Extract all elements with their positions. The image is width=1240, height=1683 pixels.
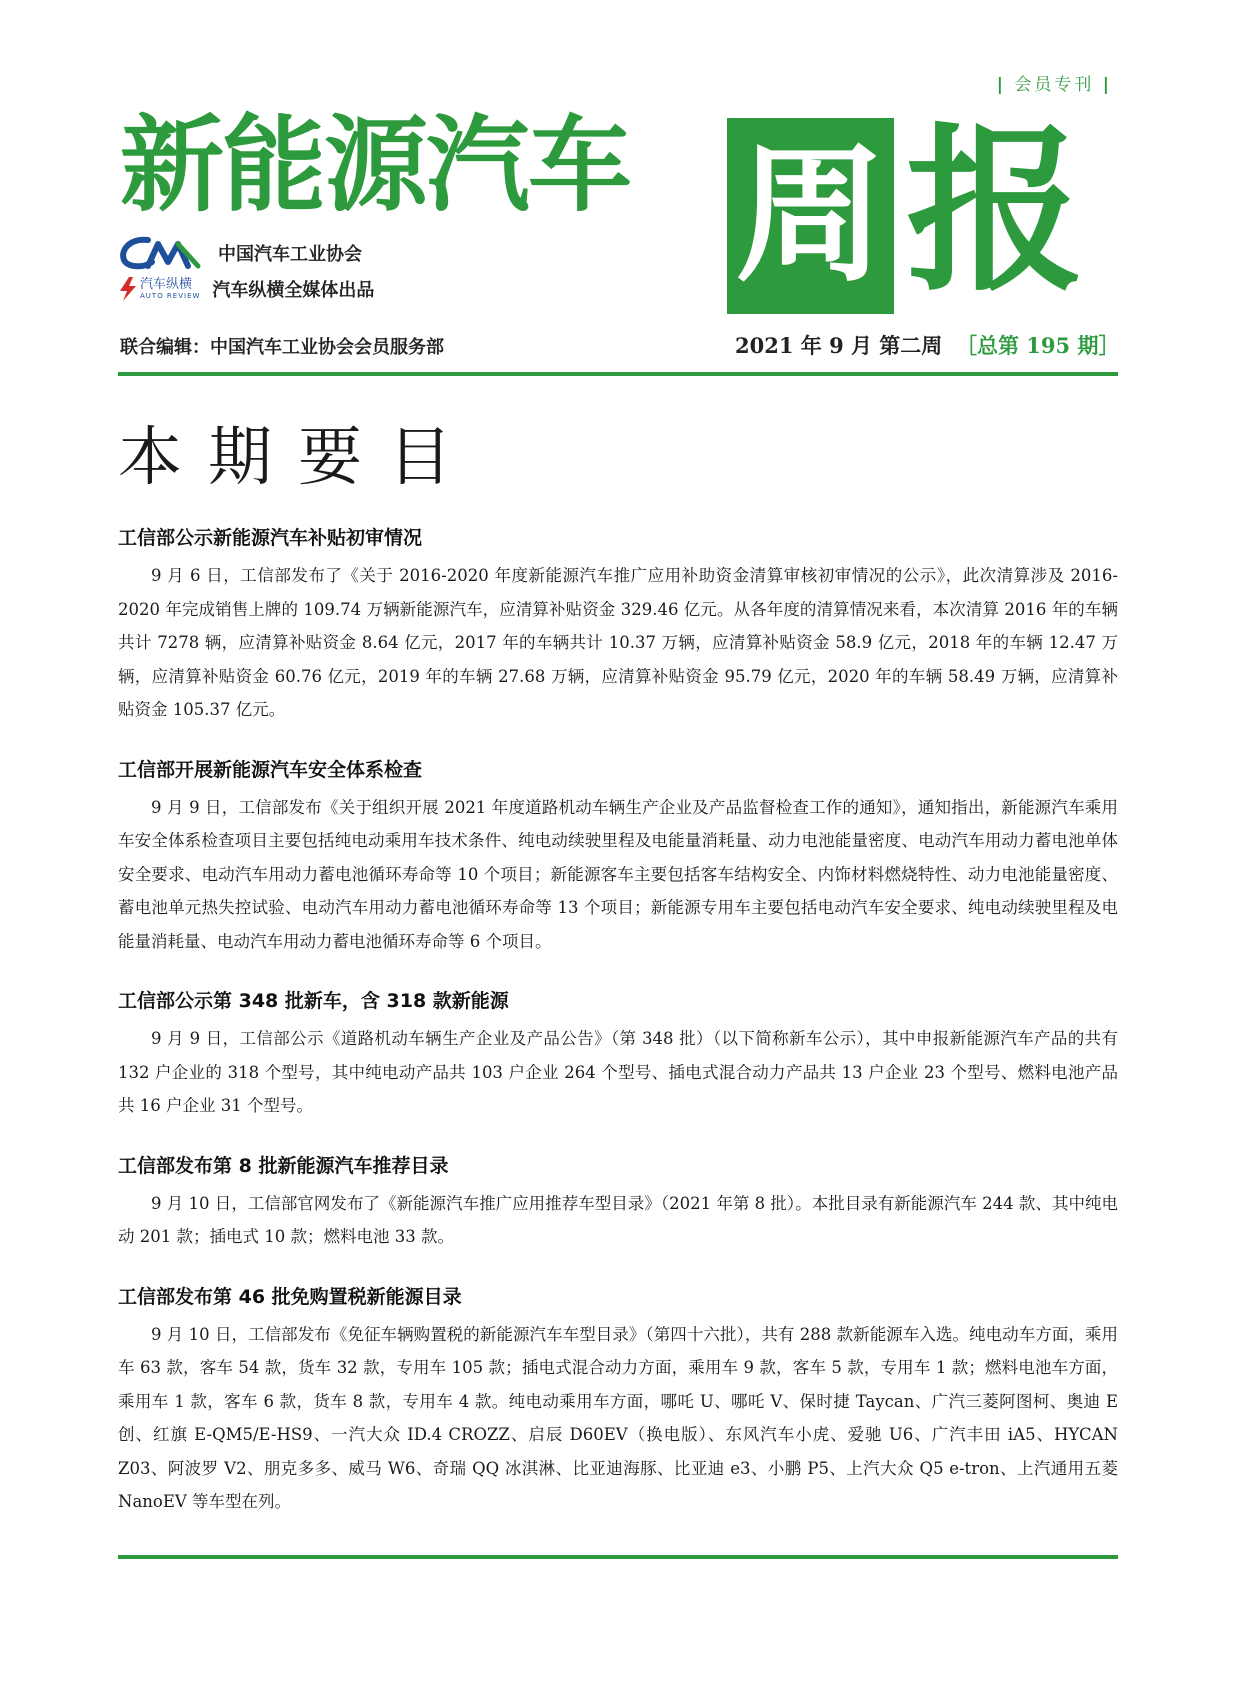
caam-logo-icon	[118, 236, 202, 270]
autoreview-logo-en: AUTO REVIEW	[140, 292, 201, 300]
article-body: 9 月 9 日，工信部公示《道路机动车辆生产企业及产品公告》（第 348 批）（以下简称新车公示），其中申报新能源汽车产品的共有 132 户企业的 318 个型号，其中纯电动产品共 103 户企业 264 个型号、插电式混合动力产品共 13 户企业 23 个型号、燃料电池产品共 16 户企业 31 个型号。	[118, 1029, 1118, 1115]
joint-editor: 联合编辑：中国汽车工业协会会员服务部	[120, 337, 444, 358]
article-body: 9 月 10 日，工信部发布《免征车辆购置税的新能源汽车车型目录》（第四十六批），共有 288 款新能源车入选。纯电动车方面，乘用车 63 款，客车 54 款，货车 32 款，专用车 105 款；插电式混合动力方面，乘用车 9 款，客车 5 款，专用车 1 款；燃料电池车方面，乘用车 1 款，客车 6 款，货车 8 款，专用车 4 款。纯电动乘用车方面，哪吒 U、哪吒 V、保时捷 Taycan、广汽三菱阿图柯、奥迪 E 创、红旗 E-QM5/E-HS9、一汽大众 ID.4 CROZZ、启辰 D60EV（换电版）、东风汽车小虎、爱驰 U6、广汽丰田 iA5、HYCAN Z03、阿波罗 V2、朋克多多、威马 W6、奇瑞 QQ 冰淇淋、比亚迪海豚、比亚迪 e3、小鹏 P5、上汽大众 Q5 e-tron、上汽通用五菱 NanoEV 等车型在列。	[118, 1324, 1118, 1511]
article-item	[118, 1282, 1118, 1519]
article-title: 工信部公示第 348 批新车，含 318 款新能源	[118, 990, 509, 1012]
article-item	[118, 986, 1118, 1123]
footer-divider	[118, 1555, 1118, 1559]
article-item	[118, 755, 1118, 959]
issue-date: 2021 年 9 月 第二周	[735, 333, 943, 358]
weekly-title-box	[727, 118, 894, 314]
weekly-char-bao: 报	[906, 108, 1084, 315]
member-edition-tag: | 会员专刊 |	[996, 75, 1112, 95]
article-body: 9 月 10 日，工信部官网发布了《新能源汽车推广应用推荐车型目录》（2021 年第 8 批）。本批目录有新能源汽车 244 款、其中纯电动 201 款；插电式 10 款；燃料电池 33 款。	[118, 1193, 1118, 1246]
autoreview-name: 汽车纵横全媒体出品	[212, 280, 375, 301]
article-title: 工信部发布第 8 批新能源汽车推荐目录	[118, 1154, 449, 1177]
header-divider	[118, 372, 1118, 376]
caam-row	[118, 236, 362, 270]
article-item	[118, 1151, 1118, 1254]
issue-total-number: ［总第 195 期］	[956, 333, 1120, 358]
member-tag-label: 会员专刊	[1014, 75, 1095, 95]
autoreview-row	[118, 276, 374, 302]
autoreview-logo	[118, 277, 200, 301]
caam-name: 中国汽车工业协会	[218, 244, 362, 265]
section-title: 本期要目	[118, 421, 478, 495]
article-body: 9 月 6 日，工信部发布了《关于 2016-2020 年度新能源汽车推广应用补助资金清算审核初审情况的公示》，此次清算涉及 2016-2020 年完成销售上牌的 109.74 万辆新能源汽车，应清算补贴资金 329.46 亿元。从各年度的清算情况来看，本次清算 2016 年的车辆共计 7278 辆，应清算补贴资金 8.64 亿元，2017 年的车辆共计 10.37 万辆，应清算补贴资金 58.9 亿元，2018 年的车辆 12.47 万辆，应清算补贴资金 60.76 亿元，2019 年的车辆 27.68 万辆，应清算补贴资金 95.79 亿元，2020 年的车辆 58.49 万辆，应清算补贴资金 105.37 亿元。	[118, 566, 1118, 719]
article-body: 9 月 9 日，工信部发布《关于组织开展 2021 年度道路机动车辆生产企业及产品监督检查工作的通知》，通知指出，新能源汽车乘用车安全体系检查项目主要包括纯电动乘用车技术条件、纯电动续驶里程及电能量消耗量、动力电池能量密度、电动汽车用动力蓄电池单体安全要求、电动汽车用动力蓄电池循环寿命等 10 个项目；新能源客车主要包括客车结构安全、内饰材料燃烧特性、动力电池能量密度、蓄电池单元热失控试验、电动汽车用动力蓄电池循环寿命等 13 个项目；新能源专用车主要包括电动汽车安全要求、纯电动续驶里程及电能量消耗量、电动汽车用动力蓄电池循环寿命等 6 个项目。	[118, 797, 1118, 951]
weekly-char-zhou: 周	[735, 129, 886, 303]
publication-title: 新能源汽车	[120, 104, 631, 226]
article-title: 工信部发布第 46 批免购置税新能源目录	[118, 1285, 462, 1308]
article-title: 工信部开展新能源汽车安全体系检查	[118, 758, 423, 781]
autoreview-bolt-icon	[118, 277, 138, 301]
autoreview-logo-cn: 汽车纵横	[140, 277, 193, 292]
article-title: 工信部公示新能源汽车补贴初审情况	[118, 527, 423, 549]
article-item	[118, 523, 1118, 727]
article-list	[118, 523, 1118, 1547]
